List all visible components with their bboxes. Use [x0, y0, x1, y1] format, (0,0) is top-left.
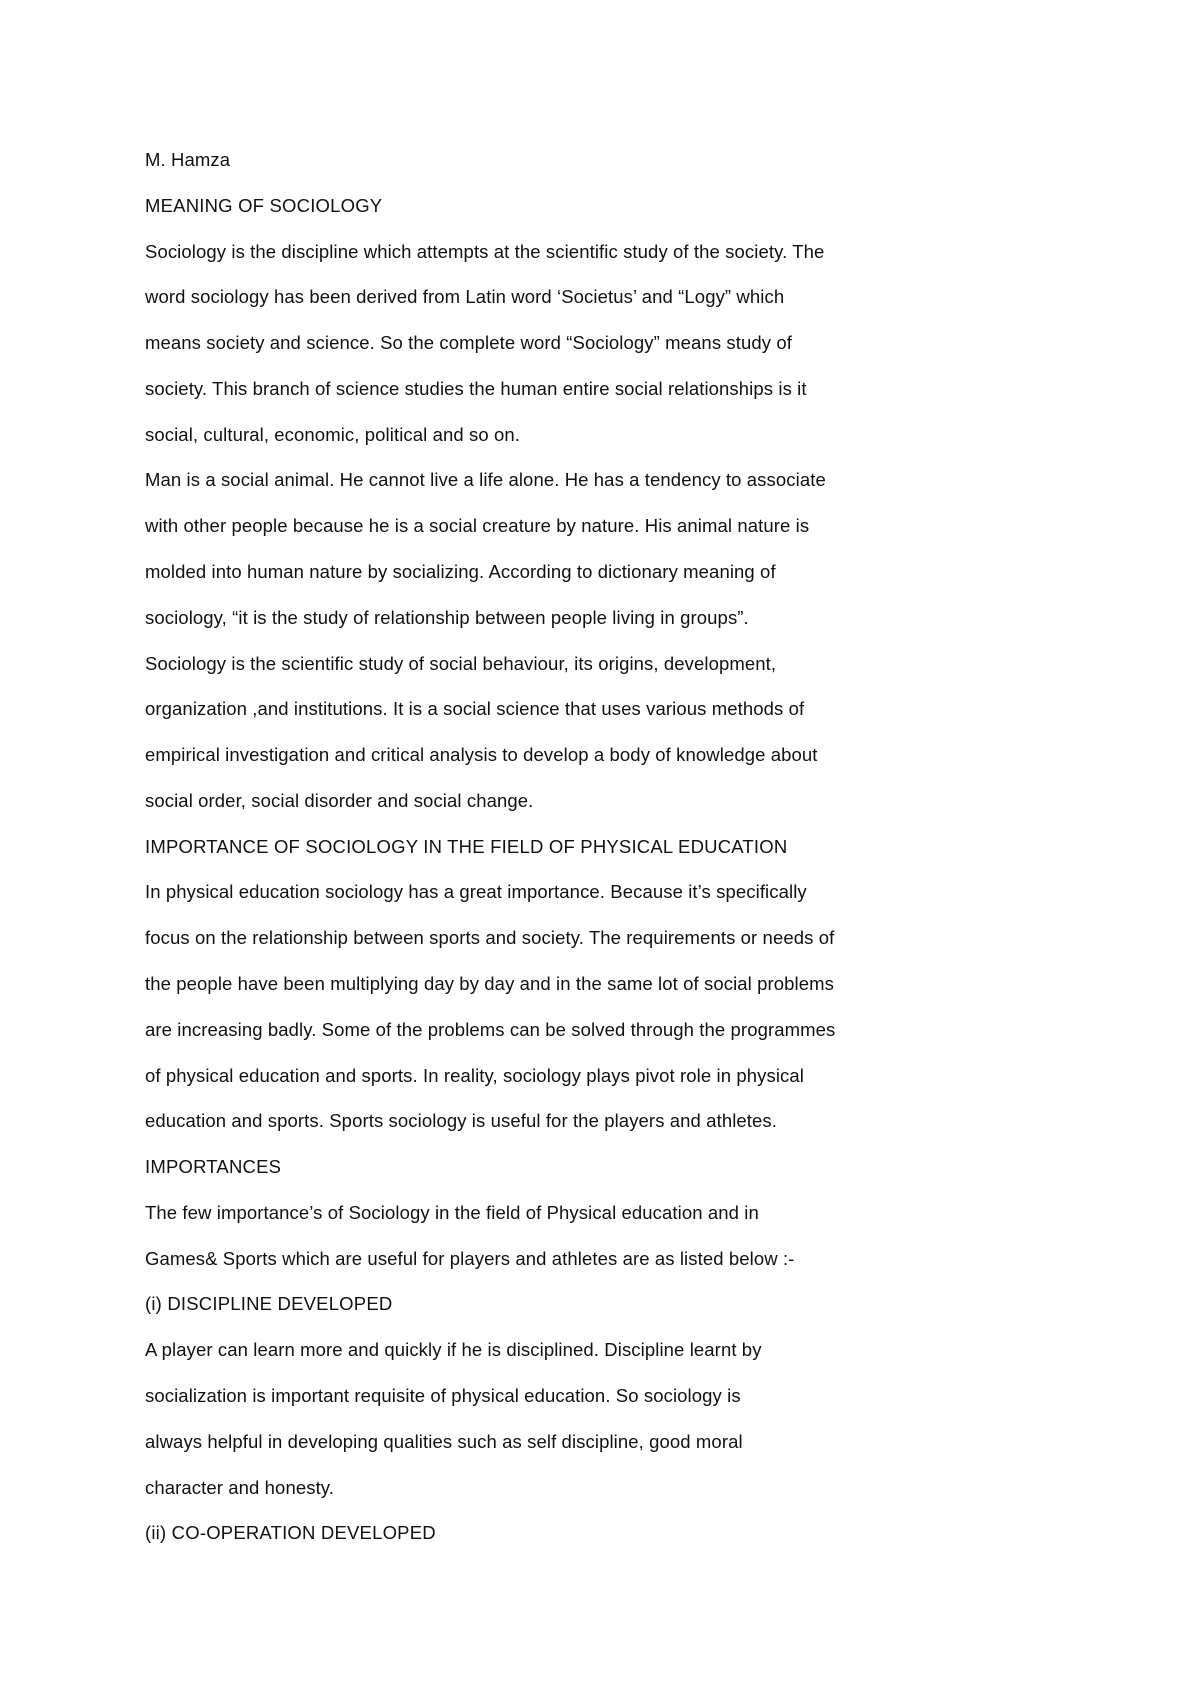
- text-line: empirical investigation and critical analysis to develop a body of knowledge about: [145, 744, 818, 765]
- text-line: Games& Sports which are useful for players and athletes are as listed below :-: [145, 1248, 795, 1269]
- text-line: In physical education sociology has a great importance. Because it’s specifically: [145, 881, 807, 902]
- text-line: Sociology is the discipline which attempts at the scientific study of the society. The: [145, 241, 825, 262]
- text-line: socialization is important requisite of physical education. So sociology is: [145, 1385, 741, 1406]
- text-line: The few importance’s of Sociology in the field of Physical education and in: [145, 1202, 759, 1223]
- text-line: focus on the relationship between sports and society. The requirements or needs of: [145, 927, 835, 948]
- text-line: social, cultural, economic, political and so on.: [145, 424, 520, 445]
- heading-discipline-developed: (i) DISCIPLINE DEVELOPED: [145, 1293, 393, 1314]
- text-line: sociology, “it is the study of relationship between people living in groups”.: [145, 607, 749, 628]
- text-line: with other people because he is a social creature by nature. His animal nature is: [145, 515, 810, 536]
- text-line: of physical education and sports. In reality, sociology plays pivot role in physical: [145, 1065, 804, 1086]
- text-line: molded into human nature by socializing. According to dictionary meaning of: [145, 561, 776, 582]
- heading-co-operation-developed: (ii) CO-OPERATION DEVELOPED: [145, 1522, 436, 1543]
- heading-importances: IMPORTANCES: [145, 1156, 282, 1177]
- text-line: education and sports. Sports sociology is useful for the players and athletes.: [145, 1110, 778, 1131]
- text-line: Man is a social animal. He cannot live a life alone. He has a tendency to associate: [145, 469, 826, 490]
- text-line: always helpful in developing qualities such as self discipline, good moral: [145, 1431, 743, 1452]
- author-name: M. Hamza: [145, 149, 231, 170]
- text-line: word sociology has been derived from Latin word ‘Societus’ and “Logy” which: [145, 286, 785, 307]
- text-line: social order, social disorder and social change.: [145, 790, 534, 811]
- text-line: are increasing badly. Some of the problems can be solved through the programmes: [145, 1019, 836, 1040]
- text-line: society. This branch of science studies the human entire social relationships is it: [145, 378, 807, 399]
- text-line: means society and science. So the complete word “Sociology” means study of: [145, 332, 792, 353]
- text-line: Sociology is the scientific study of social behaviour, its origins, development,: [145, 653, 777, 674]
- heading-meaning-of-sociology: MEANING OF SOCIOLOGY: [145, 195, 383, 216]
- text-line: character and honesty.: [145, 1477, 335, 1498]
- heading-importance-of-sociology: IMPORTANCE OF SOCIOLOGY IN THE FIELD OF PHYSICAL EDUCATION: [145, 836, 788, 857]
- text-line: organization ,and institutions. It is a social science that uses various methods of: [145, 698, 805, 719]
- text-line: the people have been multiplying day by day and in the same lot of social problems: [145, 973, 835, 994]
- text-line: A player can learn more and quickly if he is disciplined. Discipline learnt by: [145, 1339, 762, 1360]
